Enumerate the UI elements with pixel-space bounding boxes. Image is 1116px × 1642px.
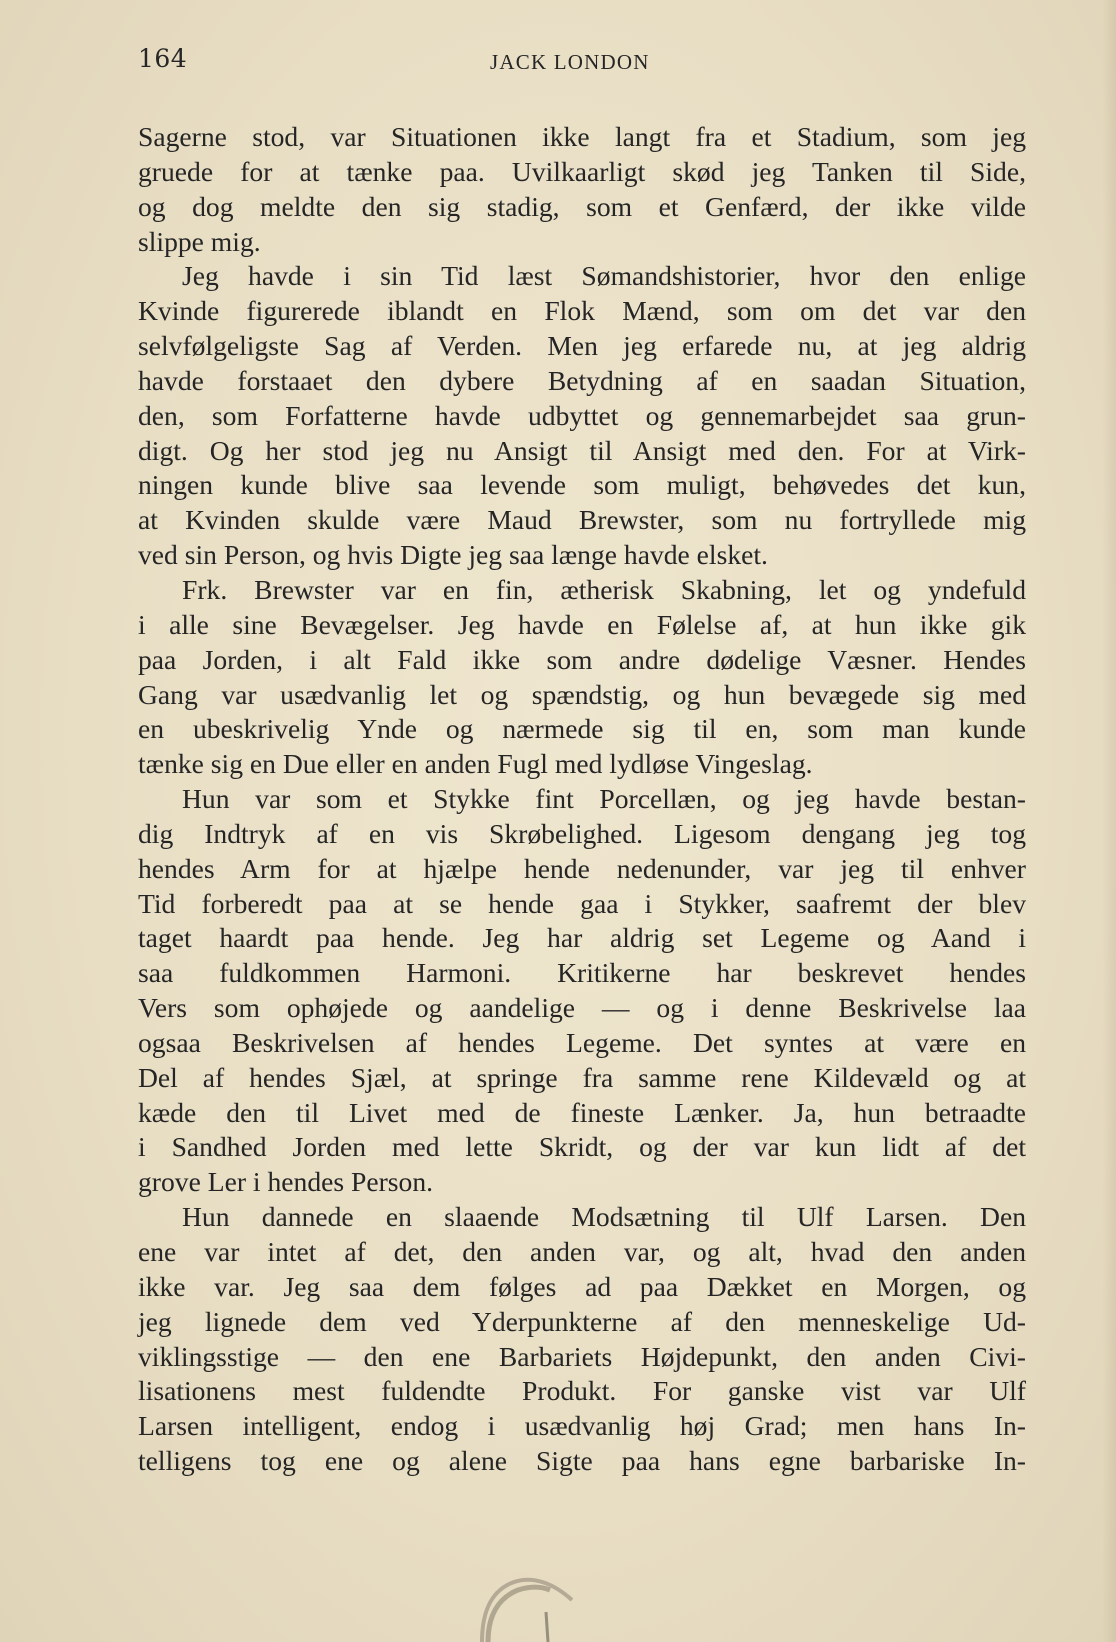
text-line: ikke var. Jeg saa dem følges ad paa Dækket en Morgen, og [138,1270,1026,1302]
text-line: slippe mig. [138,225,261,257]
text-line: ved sin Person, og hvis Digte jeg saa længe havde elsket. [138,539,768,571]
text-line: telligens tog ene og alene Sigte paa hans egne barbariske In- [138,1445,1026,1477]
text-line: paa Jorden, i alt Fald ikke som andre dødelige Væsner. Hendes [138,643,1026,675]
text-line: viklingsstige — den ene Barbariets Højdepunkt, den anden Civi- [138,1340,1026,1372]
text-line: Hun dannede en slaaende Modsætning til Ulf Larsen. Den [182,1201,1026,1233]
text-line: saa fuldkommen Harmoni. Kritikerne har beskrevet hendes [138,957,1026,989]
text-line: ene var intet af det, den anden var, og alt, hvad den anden [138,1236,1026,1267]
text-line: tænke sig en Due eller en anden Fugl med lydløse Vingeslag. [138,748,813,780]
text-line: at Kvinden skulde være Maud Brewster, som nu fortryllede mig [138,504,1026,536]
page-header [138,44,738,84]
text-line: Del af hendes Sjæl, at springe fra samme rene Kildevæld og at [138,1061,1026,1093]
text-line: Larsen intelligent, endog i usædvanlig høj Grad; men hans In- [138,1410,1026,1442]
text-line: digt. Og her stod jeg nu Ansigt til Ansigt med den. For at Virk- [138,434,1026,466]
text-line: og dog meldte den sig stadig, som et Genfærd, der ikke vilde [138,190,1026,222]
text-line: Jeg havde i sin Tid læst Sømandshistorier, hvor den enlige [182,260,1026,292]
text-line: lisationens mest fuldendte Produkt. For ganske vist var Ulf [138,1375,1026,1407]
text-line: Frk. Brewster var en fin, ætherisk Skabning, let og yndefuld [182,573,1026,605]
text-line: havde forstaaet den dybere Betydning af en saadan Situation, [138,364,1026,396]
text-line: Sagerne stod, var Situationen ikke langt fra et Stadium, som jeg [138,121,1026,152]
text-line: kæde den til Livet med de fineste Lænker. Ja, hun betraadte [138,1096,1026,1128]
text-line: dig Indtryk af en vis Skrøbelighed. Ligesom dengang jeg tog [138,817,1026,849]
text-line: Vers som ophøjede og aandelige — og i denne Beskrivelse laa [138,992,1026,1024]
text-line: Gang var usædvanlig let og spændstig, og hun bevægede sig med [138,678,1026,710]
text-line: Kvinde figurerede iblandt en Flok Mænd, som om det var den [138,295,1026,327]
text-line: i alle sine Bevægelser. Jeg havde en Følelse af, at hun ikke gik [138,608,1026,640]
text-line: ogsaa Beskrivelsen af hendes Legeme. Det syntes at være en [138,1026,1026,1058]
text-line: grove Ler i hendes Person. [138,1166,434,1198]
text-line: jeg lignede dem ved Yderpunkterne af den menneskelige Ud- [138,1305,1026,1337]
page-bottom-mark [474,1560,584,1642]
text-line: selvfølgeligste Sag af Verden. Men jeg erfarede nu, at jeg aldrig [138,330,1026,362]
text-line: hendes Arm for at hjælpe hende nedenunder, var jeg til enhver [138,852,1026,884]
running-head: JACK LONDON [490,50,650,74]
body-text [138,120,1026,1479]
text-line: gruede for at tænke paa. Uvilkaarligt skød jeg Tanken til Side, [138,155,1026,187]
text-line: Hun var som et Stykke fint Porcellæn, og jeg havde bestan- [182,783,1026,815]
text-line: Tid forberedt paa at se hende gaa i Stykker, saafremt der blev [138,887,1026,919]
text-line: en ubeskrivelig Ynde og nærmede sig til en, som man kunde [138,713,1026,745]
text-line: den, som Forfatterne havde udbyttet og gennemarbejdet saa grun- [138,399,1026,431]
page-number: 164 [138,44,188,73]
page-edge-shadow [1102,0,1116,1642]
text-line: taget haardt paa hende. Jeg har aldrig set Legeme og Aand i [138,922,1026,954]
text-line: ningen kunde blive saa levende som muligt, behøvedes det kun, [138,469,1026,501]
text-line: i Sandhed Jorden med lette Skridt, og der var kun lidt af det [138,1131,1026,1163]
